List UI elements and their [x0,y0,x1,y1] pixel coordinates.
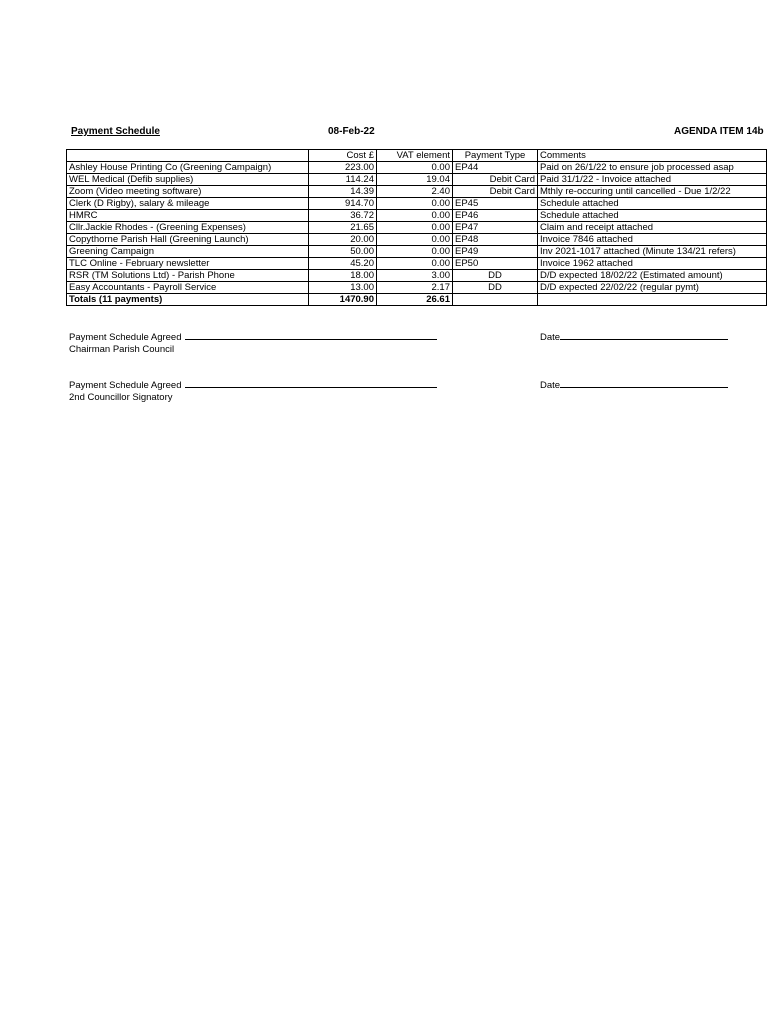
date-label: Date [540,332,561,343]
date-line[interactable] [560,378,728,388]
table-row [67,282,767,294]
table-row [67,162,767,174]
cell-cost: 36.72 [309,210,377,222]
cell-comment: Inv 2021-1017 attached (Minute 134/21 refers) [538,246,767,258]
column-header-cost: Cost £ [309,150,377,162]
cell-comment: D/D expected 22/02/22 (regular pymt) [538,282,767,294]
cell-vat: 0.00 [377,162,453,174]
cell-cost: 21.65 [309,222,377,234]
page-title: Payment Schedule [71,126,160,137]
table-row [67,186,767,198]
cell-cost: 914.70 [309,198,377,210]
cell-payment-type: DD [453,270,538,282]
cell-payee: Copythorne Parish Hall (Greening Launch) [67,234,309,246]
cell-payment-type: EP46 [453,210,538,222]
cell-payee: TLC Online - February newsletter [67,258,309,270]
cell-vat: 0.00 [377,210,453,222]
signature-block-chairman [69,330,437,356]
signature-line[interactable] [185,330,437,340]
cell-vat: 0.00 [377,234,453,246]
payment-schedule-table [66,149,767,306]
table-row [67,270,767,282]
table-row [67,258,767,270]
cell-payment-type: EP47 [453,222,538,234]
column-header-vat: VAT element [377,150,453,162]
cell-vat: 0.00 [377,198,453,210]
cell-payee: WEL Medical (Defib supplies) [67,174,309,186]
cell-comment: Invoice 7846 attached [538,234,767,246]
cell-empty [538,294,767,306]
cell-payment-type: Debit Card [453,174,538,186]
cell-payee: HMRC [67,210,309,222]
column-header-payee [67,150,309,162]
cell-payee: Zoom (Video meeting software) [67,186,309,198]
totals-label: Totals (11 payments) [67,294,309,306]
signature-block-second-councillor [69,378,437,404]
cell-payee: Ashley House Printing Co (Greening Campaign) [67,162,309,174]
cell-payment-type: EP45 [453,198,538,210]
cell-cost: 20.00 [309,234,377,246]
totals-vat: 26.61 [377,294,453,306]
schedule-date: 08-Feb-22 [328,126,375,137]
table-row [67,246,767,258]
cell-vat: 0.00 [377,246,453,258]
date-field-second-councillor [540,378,728,391]
cell-payee: Cllr.Jackie Rhodes - (Greening Expenses) [67,222,309,234]
cell-cost: 14.39 [309,186,377,198]
cell-cost: 45.20 [309,258,377,270]
cell-payment-type: EP50 [453,258,538,270]
cell-vat: 3.00 [377,270,453,282]
agenda-item: AGENDA ITEM 14b [674,126,764,137]
column-header-payment-type: Payment Type [453,150,538,162]
cell-comment: Paid 31/1/22 - Invoice attached [538,174,767,186]
cell-comment: Paid on 26/1/22 to ensure job processed asap [538,162,767,174]
cell-payment-type: DD [453,282,538,294]
table-row [67,234,767,246]
cell-comment: Claim and receipt attached [538,222,767,234]
date-line[interactable] [560,330,728,340]
date-label: Date [540,380,561,391]
cell-vat: 2.40 [377,186,453,198]
signature-label: Payment Schedule Agreed [69,380,182,391]
signature-line[interactable] [185,378,437,388]
cell-cost: 13.00 [309,282,377,294]
table-row [67,210,767,222]
cell-payee: RSR (TM Solutions Ltd) - Parish Phone [67,270,309,282]
signature-label: Payment Schedule Agreed [69,332,182,343]
cell-vat: 19.04 [377,174,453,186]
cell-empty [453,294,538,306]
table-row [67,198,767,210]
cell-comment: D/D expected 18/02/22 (Estimated amount) [538,270,767,282]
table-header-row [67,150,767,162]
cell-comment: Schedule attached [538,210,767,222]
cell-vat: 2.17 [377,282,453,294]
cell-payee: Clerk (D Rigby), salary & mileage [67,198,309,210]
cell-cost: 223.00 [309,162,377,174]
cell-payee: Easy Accountants - Payroll Service [67,282,309,294]
cell-payment-type: EP49 [453,246,538,258]
cell-cost: 50.00 [309,246,377,258]
date-field-chairman [540,330,728,343]
cell-payment-type: EP44 [453,162,538,174]
signatory-role: 2nd Councillor Signatory [69,392,173,403]
cell-payee: Greening Campaign [67,246,309,258]
cell-cost: 114.24 [309,174,377,186]
table-row [67,174,767,186]
cell-comment: Schedule attached [538,198,767,210]
totals-cost: 1470.90 [309,294,377,306]
signatory-role: Chairman Parish Council [69,344,175,355]
table-row [67,222,767,234]
cell-cost: 18.00 [309,270,377,282]
cell-payment-type: EP48 [453,234,538,246]
cell-vat: 0.00 [377,222,453,234]
cell-comment: Invoice 1962 attached [538,258,767,270]
cell-comment: Mthly re-occuring until cancelled - Due 1/2/22 [538,186,767,198]
column-header-comments: Comments [538,150,767,162]
cell-payment-type: Debit Card [453,186,538,198]
totals-row [67,294,767,306]
cell-vat: 0.00 [377,258,453,270]
